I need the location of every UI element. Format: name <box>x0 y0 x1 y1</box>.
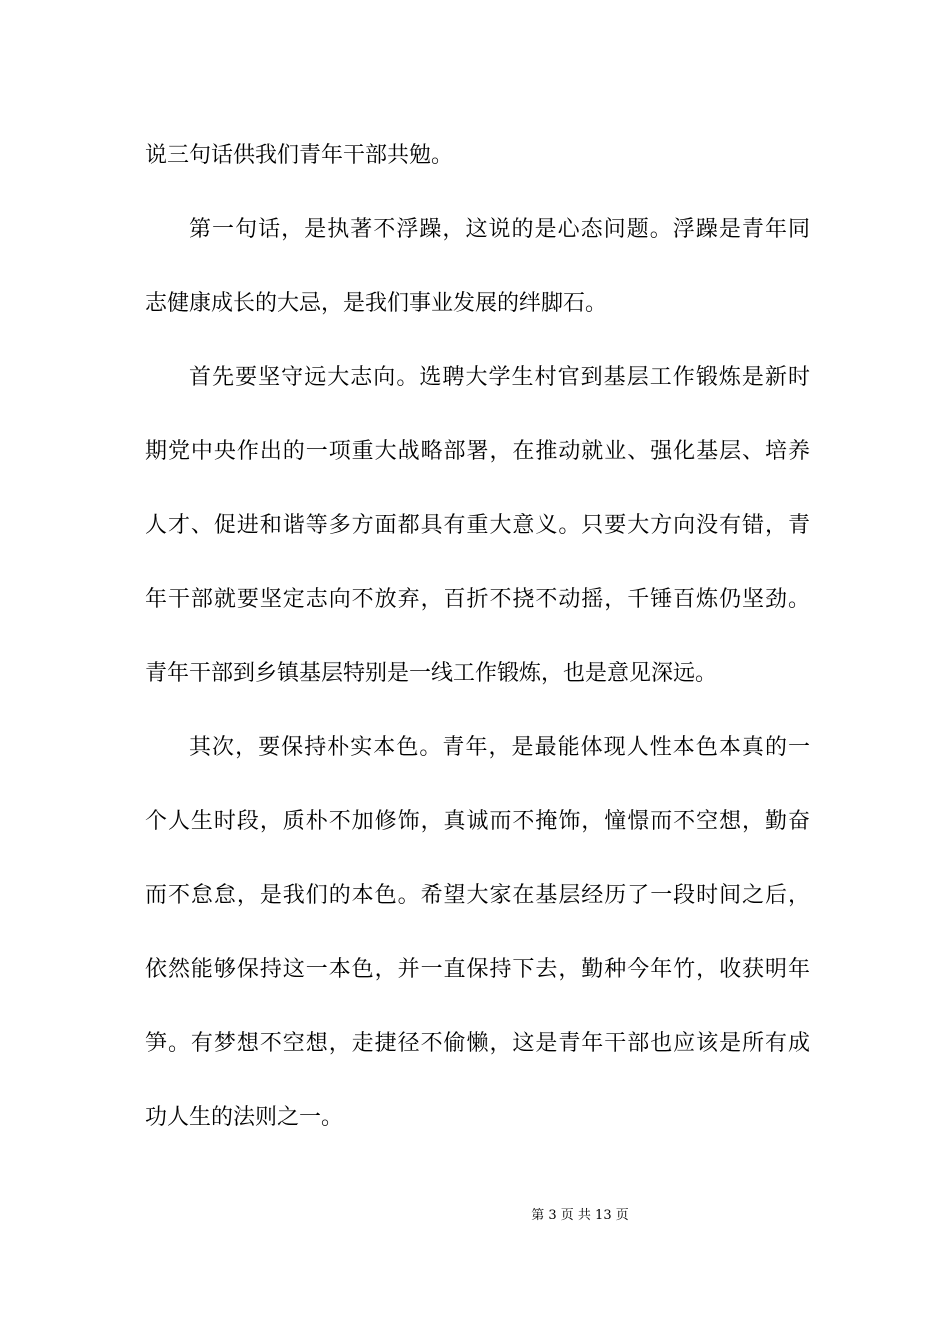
text-line: 青年干部到乡镇基层特别是一线工作锻炼，也是意见深远。 <box>145 661 718 686</box>
text-line: 功人生的法则之一。 <box>145 1105 344 1130</box>
page-footer <box>0 1206 950 1226</box>
document-body <box>145 133 810 1140</box>
text-line: 志健康成长的大忌，是我们事业发展的绊脚石。 <box>145 291 608 316</box>
text-line: 而不怠怠，是我们的本色。希望大家在基层经历了一段时间之后， <box>145 883 810 908</box>
text-line: 其次，要保持朴实本色。青年，是最能体现人性本色本真的一 <box>189 735 810 760</box>
text-line: 依然能够保持这一本色，并一直保持下去，勤种今年竹，收获明年 <box>145 957 810 982</box>
text-line: 说三句话供我们青年干部共勉。 <box>145 143 454 168</box>
page-number: 第 3 页 共 13 页 <box>531 1208 629 1223</box>
text-line: 年干部就要坚定志向不放弃，百折不挠不动摇，千锤百炼仍坚劲。 <box>145 587 810 612</box>
text-line: 第一句话，是执著不浮躁，这说的是心态问题。浮躁是青年同 <box>189 217 810 242</box>
text-line: 笋。有梦想不空想，走捷径不偷懒，这是青年干部也应该是所有成 <box>145 1031 810 1056</box>
text-line: 期党中央作出的一项重大战略部署，在推动就业、强化基层、培养 <box>145 439 810 464</box>
text-line: 首先要坚守远大志向。选聘大学生村官到基层工作锻炼是新时 <box>189 365 810 390</box>
text-line: 人才、促进和谐等多方面都具有重大意义。只要大方向没有错，青 <box>145 513 810 538</box>
text-line: 个人生时段，质朴不加修饰，真诚而不掩饰，憧憬而不空想，勤奋 <box>145 809 810 834</box>
